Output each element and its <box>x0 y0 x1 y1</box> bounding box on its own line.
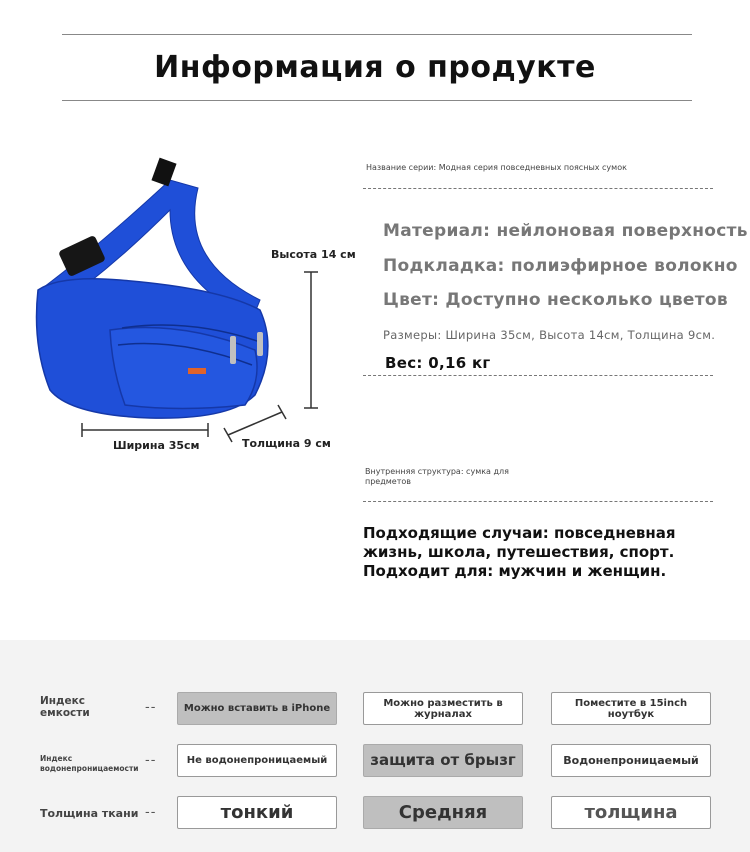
spec-color: Цвет: Доступно несколько цветов <box>383 290 728 310</box>
divider <box>363 501 713 502</box>
row-separator: -- <box>145 753 157 768</box>
spec-sizes: Размеры: Ширина 35см, Высота 14см, Толщина 9см. <box>383 328 716 342</box>
thickness-option-medium[interactable]: Средняя <box>363 796 523 829</box>
divider <box>363 188 713 189</box>
occasions-line: Подходит для: мужчин и женщин. <box>363 562 667 580</box>
waterproof-index-label: Индекс водонепроницаемости <box>40 754 139 773</box>
spec-weight: Вес: 0,16 кг <box>385 354 491 372</box>
occasions-text <box>363 524 675 581</box>
series-note: Название серии: Модная серия повседневных поясных сумок <box>366 163 627 172</box>
page-title: Информация о продукте <box>154 50 596 85</box>
row-separator: -- <box>145 805 157 820</box>
occasions-line: Подходящие случаи: повседневная <box>363 524 676 542</box>
row-separator: -- <box>145 700 157 715</box>
waterproof-option-splash[interactable]: защита от брызг <box>363 744 523 777</box>
structure-note: Внутренняя структура: сумка для предметов <box>365 467 509 486</box>
divider <box>363 375 713 376</box>
capacity-index-label: Индекс емкости <box>40 695 90 719</box>
height-label: Высота 14 см <box>271 248 356 261</box>
spec-material: Материал: нейлоновая поверхность <box>383 221 748 241</box>
thickness-option-thick[interactable]: толщина <box>551 796 711 829</box>
capacity-option-iphone[interactable]: Можно вставить в iPhone <box>177 692 337 725</box>
waterproof-option-full[interactable]: Водонепроницаемый <box>551 744 711 777</box>
dimension-lines <box>0 0 360 460</box>
spec-lining: Подкладка: полиэфирное волокно <box>383 256 738 276</box>
capacity-option-magazines[interactable]: Можно разместить в журналах <box>363 692 523 725</box>
waterproof-option-none[interactable]: Не водонепроницаемый <box>177 744 337 777</box>
occasions-line: жизнь, школа, путешествия, спорт. <box>363 543 675 561</box>
thickness-label: Толщина 9 см <box>242 437 331 450</box>
fabric-thickness-label: Толщина ткани <box>40 807 139 820</box>
width-label: Ширина 35см <box>113 439 200 452</box>
thickness-option-thin[interactable]: тонкий <box>177 796 337 829</box>
index-panel <box>0 640 750 852</box>
capacity-option-laptop[interactable]: Поместите в 15inch ноутбук <box>551 692 711 725</box>
